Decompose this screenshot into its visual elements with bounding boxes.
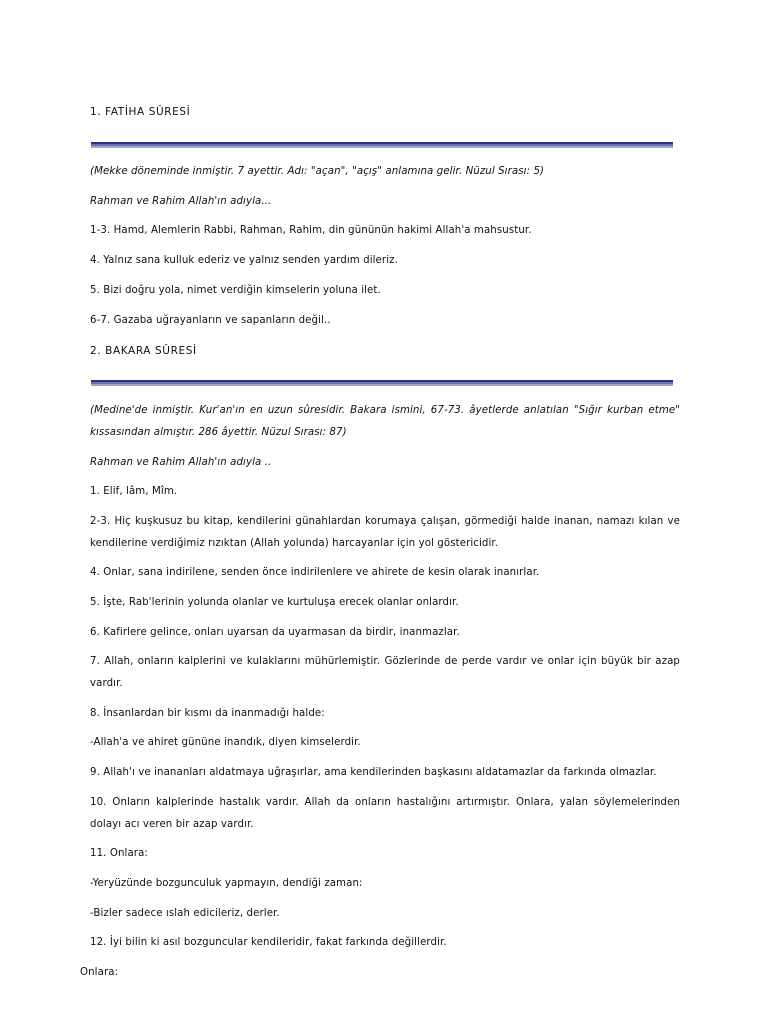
verse: 1-3. Hamd, Alemlerin Rabbi, Rahman, Rahim, din gününün hakimi Allah'a mahsustur. xyxy=(90,225,532,236)
verse: 4. Onlar, sana indirilene, senden önce indirilenlere ve ahirete de kesin olarak inanırlar. xyxy=(90,567,540,578)
section-title-bakara: 2. BAKARA SÛRESİ xyxy=(90,345,197,357)
verse: 8. İnsanlardan bir kısmı da inanmadığı halde: xyxy=(90,708,325,719)
verse: 10. Onların kalplerinde hastalık vardır. Allah da onların hastalığını artırmıştır. Onlara, yalan söylemelerinden dolayı acı veren bir azap vardır. xyxy=(90,797,680,830)
verse: 5. Bizi doğru yola, nimet verdiğin kimselerin yoluna ilet. xyxy=(90,285,381,296)
verse: 1. Elif, lâm, Mîm. xyxy=(90,486,178,497)
verse: -Allah'a ve ahiret gününe inandık, diyen kimselerdir. xyxy=(90,737,361,748)
verse: -Bizler sadece ıslah edicileriz, derler. xyxy=(90,908,280,919)
verse: 5. İşte, Rab'lerinin yolunda olanlar ve kurtuluşa erecek olanlar onlardır. xyxy=(90,597,459,608)
section-divider xyxy=(91,142,673,148)
section-intro: (Medine'de inmiştir. Kur'an'ın en uzun sûresidir. Bakara ismini, 67-73. âyetlerde anlatılan "Sığır kurban etme" kıssasından almıştır. 286 âyettir. Nüzul Sırası: 87) xyxy=(90,405,680,438)
verse: -Yeryüzünde bozgunculuk yapmayın, dendiği zaman: xyxy=(90,878,363,889)
section-title-fatiha: 1. FATİHA SÛRESİ xyxy=(90,106,191,118)
verse: 6-7. Gazaba uğrayanların ve sapanların değil.. xyxy=(90,315,331,326)
verse: 9. Allah'ı ve inananları aldatmaya uğraşırlar, ama kendilerinden başkasını aldatamazlar da farkında olmazlar. xyxy=(90,767,657,778)
verse: 7. Allah, onların kalplerini ve kulaklarını mühürlemiştir. Gözlerinde de perde vardır ve onlar için büyük bir azap vardır. xyxy=(90,656,680,689)
section-divider xyxy=(91,380,673,386)
verse: 2-3. Hiç kuşkusuz bu kitap, kendilerini günahlardan korumaya çalışan, görmediği halde inanan, namazı kılan ve kendilerine verdiğimiz rızıktan (Allah yolunda) harcayanlar için yol göstericidir. xyxy=(90,516,680,549)
verse: Onlara: xyxy=(80,967,119,978)
verse: 6. Kafirlere gelince, onları uyarsan da uyarmasan da birdir, inanmazlar. xyxy=(90,627,460,638)
basmala: Rahman ve Rahim Allah'ın adıyla... xyxy=(90,196,272,207)
verse: 4. Yalnız sana kulluk ederiz ve yalnız senden yardım dileriz. xyxy=(90,255,398,266)
section-intro: (Mekke döneminde inmiştir. 7 ayettir. Adı: "açan", "açış" anlamına gelir. Nüzul Sırası: 5) xyxy=(90,166,545,177)
basmala: Rahman ve Rahim Allah'ın adıyla .. xyxy=(90,457,272,468)
verse: 12. İyi bilin ki asıl bozguncular kendileridir, fakat farkında değillerdir. xyxy=(90,937,447,948)
verse: 11. Onlara: xyxy=(90,848,148,859)
